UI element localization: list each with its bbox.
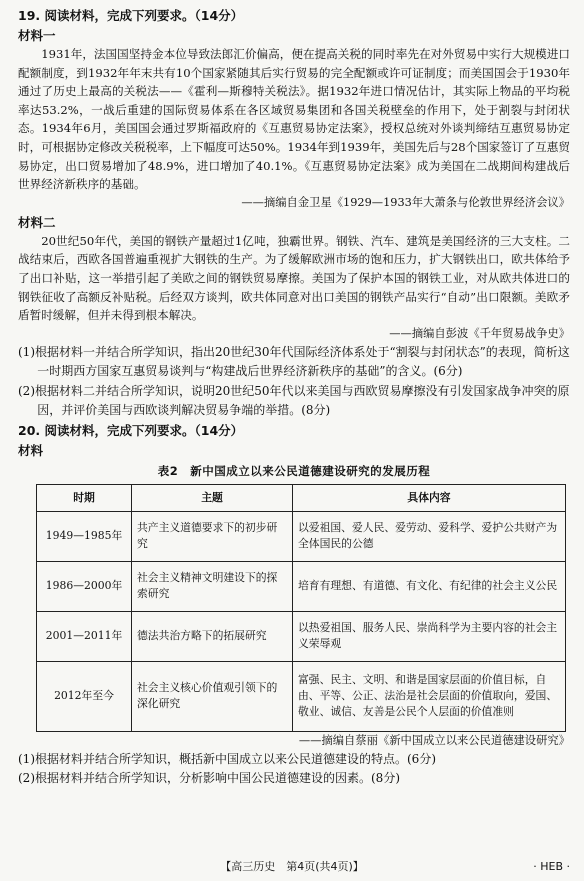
- question-19-part-2: (2)根据材料二并结合所学知识，说明20世纪50年代以来美国与西欧贸易摩擦没有引发国家战争冲突的原因，并评价美国与西欧谈判解决贸易争端的举措。(8分): [18, 383, 570, 418]
- cell-period: 2012年至今: [37, 661, 132, 731]
- exam-page: [18, 6, 570, 789]
- cell-content: 以热爱祖国、服务人民、崇尚科学为主要内容的社会主义荣辱观: [293, 611, 566, 661]
- cell-theme: 德法共治方略下的拓展研究: [132, 611, 293, 661]
- table-source: ——摘编自蔡丽《新中国成立以来公民道德建设研究》: [298, 733, 570, 747]
- cell-period: 1986—2000年: [37, 561, 132, 611]
- cell-theme: 共产主义道德要求下的初步研究: [132, 511, 293, 561]
- material-2-source: ——摘编自彭波《千年贸易战争史》: [389, 326, 570, 340]
- cell-content: 富强、民主、文明、和谐是国家层面的价值目标，自由、平等、公正、法治是社会层面的价值取向，爱国、敬业、诚信、友善是公民个人层面的价值准则: [293, 661, 566, 731]
- column-header-content: 具体内容: [293, 484, 566, 511]
- moral-development-table: [36, 484, 566, 732]
- question-20-part-1: (1)根据材料并结合所学知识，概括新中国成立以来公民道德建设的特点。(6分): [18, 751, 436, 766]
- question-20-part-2: (2)根据材料并结合所学知识，分析影响中国公民道德建设的因素。(8分): [18, 771, 400, 786]
- table-row: [37, 661, 566, 731]
- question-19-heading: 19. 阅读材料，完成下列要求。（14分）: [18, 8, 244, 23]
- page-number: 【高三历史 第4页(共4页)】: [220, 860, 364, 873]
- page-footer: [0, 857, 584, 877]
- table-header-row: [37, 484, 566, 511]
- cell-theme: 社会主义核心价值观引领下的深化研究: [132, 661, 293, 731]
- exam-code: · HEB ·: [533, 860, 570, 873]
- material-1-text: 1931年，法国国坚持金本位导致法郎汇价偏高，便在提高关税的同时率先在对外贸易中实行大规模进口配额制度，到1932年年末共有10个国家紧随其后实行贸易的完全配额或许可证制度；而美国国会于1930年通过了历史上最高的关税法——《霍利—斯穆特关税法》。据1932年进口情况估计，其实际上物品的平均税率达53.2%，一战后重建的国际贸易体系在各区域贸易集团和各国关税壁垒的作用下，处于割裂与封闭状态。1934年6月，美国国会通过罗斯福政府的《互惠贸易协定法案》，授权总统对外谈判缔结互惠贸易协定时，可根据协定修改关税税率，上下幅度可达50%。1934年到1939年，美国先后与28个国家签订了互惠贸易协定，出口贸易增加了48.9%，进口增加了40.1%。《互惠贸易协定法案》成为美国在二战期间构建战后世界经济新秩序的基础。: [18, 47, 570, 192]
- cell-period: 2001—2011年: [37, 611, 132, 661]
- material-title: 材料: [18, 442, 44, 458]
- question-20-heading: 20. 阅读材料，完成下列要求。（14分）: [18, 422, 244, 438]
- cell-period: 1949—1985年: [37, 511, 132, 561]
- question-19-part-1: (1)根据材料一并结合所学知识，指出20世纪30年代国际经济体系处于“割裂与封闭状态”的表现，简析这一时期西方国家互惠贸易谈判与“构建战后世界经济新秩序的基础”的含义。(6分): [18, 344, 570, 379]
- table-caption: 表2 新中国成立以来公民道德建设研究的发展历程: [157, 463, 431, 478]
- material-2-title: 材料二: [18, 214, 56, 230]
- material-1-source: ——摘编自金卫星《1929—1933年大萧条与伦敦世界经济会议》: [241, 195, 570, 209]
- column-header-theme: 主题: [132, 484, 293, 511]
- cell-content: 培育有理想、有道德、有文化、有纪律的社会主义公民: [293, 561, 566, 611]
- column-header-period: 时期: [37, 484, 132, 511]
- table-row: [37, 611, 566, 661]
- material-1-title: 材料一: [18, 28, 56, 43]
- table-row: [37, 511, 566, 561]
- question-20: [18, 421, 570, 789]
- question-19: [18, 6, 570, 421]
- material-2-text: 20世纪50年代，美国的钢铁产量超过1亿吨，独霸世界。钢铁、汽车、建筑是美国经济的三大支柱。二战结束后，西欧各国普遍重视扩大钢铁的生产。为了缓解欧洲市场的饱和压力，扩大钢铁出口，欧共体给予了出口补贴，这一举措引起了美欧之间的钢铁贸易摩擦。美国为了保护本国的钢铁工业，对从欧共体进口的钢铁征收了高额反补贴税。后经双方谈判，欧共体同意对出口美国的钢铁产品实行“自动”出口限额。美欧矛盾暂时缓解，但并未得到根本解决。: [18, 233, 570, 323]
- table-row: [37, 561, 566, 611]
- cell-content: 以爱祖国、爱人民、爱劳动、爱科学、爱护公共财产为全体国民的公德: [293, 511, 566, 561]
- cell-theme: 社会主义精神文明建设下的探索研究: [132, 561, 293, 611]
